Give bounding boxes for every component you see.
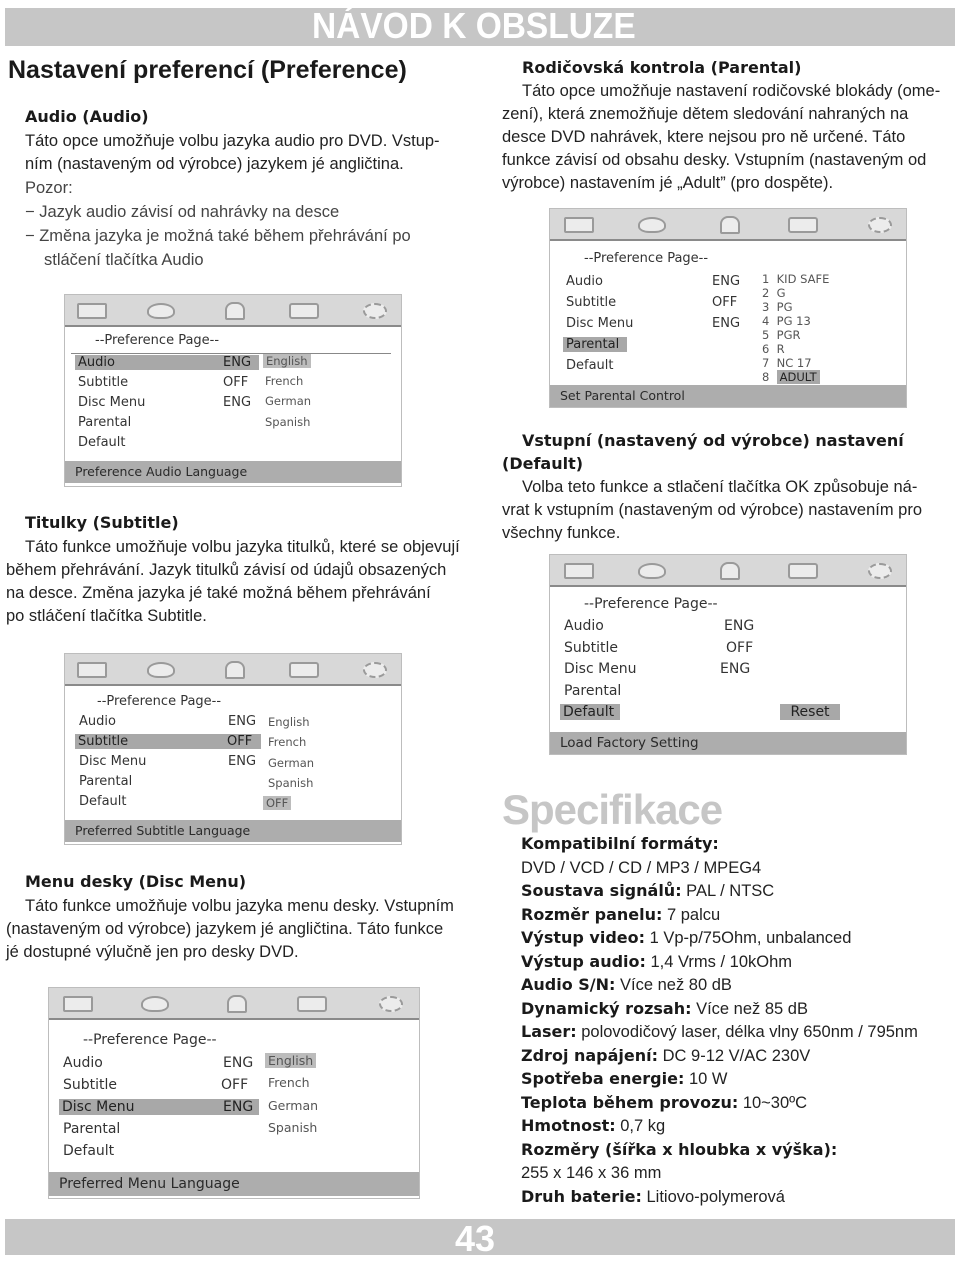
audio-text-4: − Jazyk audio závisí od nahrávky na desce xyxy=(25,203,340,221)
default-text-2: vrat k vstupním (nastaveným od výrobce) nastavením pro xyxy=(502,501,923,519)
audio-text-3: Pozor: xyxy=(25,179,73,197)
default-text-1: Volba teto funkce a stlačení tlačítka OK způsobuje ná- xyxy=(522,478,918,496)
menu-row-subtitle[interactable]: Subtitle OFF xyxy=(566,295,738,310)
subtitle-text-2: během přehrávání. Jazyk titulků závisí od údajů obsazených xyxy=(6,561,447,579)
menu-row-default[interactable]: Default xyxy=(79,794,127,809)
disc-menu-text-1: Táto funkce umožňuje volbu jazyka menu desky. Vstupním xyxy=(25,897,454,915)
menu-icon-bar xyxy=(49,988,419,1020)
general-setup-icon xyxy=(564,217,594,233)
parental-text-1: Táto opce umožňuje nastavení rodičovské blokády (ome- xyxy=(522,82,941,100)
option-english[interactable]: English xyxy=(268,715,310,729)
menu-row-subtitle[interactable]: Subtitle OFF xyxy=(564,640,754,656)
rating-g[interactable]: 2 G xyxy=(762,286,786,300)
menu-page-title: --Preference Page-- xyxy=(584,251,709,266)
menu-icon-bar xyxy=(65,654,401,686)
default-menu-screenshot xyxy=(549,554,907,755)
option-german[interactable]: German xyxy=(268,1098,319,1113)
spec-line: Dynamický rozsah: Více než 85 dB xyxy=(521,999,808,1018)
reset-button[interactable]: Reset xyxy=(780,704,840,720)
spec-line: Soustava signálů: PAL / NTSC xyxy=(521,881,775,900)
menu-row-parental[interactable]: Parental xyxy=(63,1121,121,1137)
menu-row-subtitle[interactable]: Subtitle OFF xyxy=(78,375,249,390)
lock-icon xyxy=(720,562,740,580)
menu-page-title: --Preference Page-- xyxy=(584,596,718,612)
parental-text-3: desce DVD nahrávek, ktere nejsou pro ně určené. Táto xyxy=(502,128,906,146)
general-setup-icon xyxy=(63,996,93,1012)
menu-row-subtitle[interactable]: Subtitle OFF xyxy=(75,734,261,749)
menu-row-disc-menu[interactable]: Disc Menu ENG xyxy=(59,1099,259,1115)
menu-row-parental[interactable]: Parental xyxy=(79,774,133,789)
exit-icon xyxy=(363,303,387,319)
option-off[interactable]: OFF xyxy=(263,796,291,810)
general-setup-icon xyxy=(77,303,107,319)
spec-line: Spotřeba energie: 10 W xyxy=(521,1069,728,1088)
video-setup-icon xyxy=(788,217,818,233)
default-heading-line2: (Default) xyxy=(502,454,584,473)
subtitle-menu-screenshot xyxy=(64,653,402,845)
menu-row-default[interactable]: Default xyxy=(63,1143,115,1159)
audio-setup-icon xyxy=(147,303,175,319)
spec-line: Druh baterie: Litiovo-polymerová xyxy=(521,1187,785,1206)
menu-page-title: --Preference Page-- xyxy=(97,694,222,709)
parental-text-5: výrobce) nastavením jé „Adult” (pro dospěte). xyxy=(502,174,834,192)
lock-icon xyxy=(225,302,245,320)
video-setup-icon xyxy=(297,996,327,1012)
subtitle-heading: Titulky (Subtitle) xyxy=(25,513,179,532)
option-french[interactable]: French xyxy=(268,735,307,749)
section-title: Nastavení preferencí (Preference) xyxy=(8,56,407,84)
exit-icon xyxy=(868,217,892,233)
audio-menu-screenshot xyxy=(64,294,402,487)
menu-row-audio[interactable]: Audio ENG xyxy=(564,618,755,634)
menu-row-audio[interactable]: Audio ENG xyxy=(75,355,259,370)
audio-setup-icon xyxy=(147,662,175,678)
rating-pgr[interactable]: 5 PGR xyxy=(762,328,801,342)
menu-row-default[interactable]: Default xyxy=(560,704,620,720)
spec-line: Výstup video: 1 Vp-p/75Ohm, unbalanced xyxy=(521,928,852,947)
menu-row-default[interactable]: Default xyxy=(566,358,614,373)
menu-row-subtitle[interactable]: Subtitle OFF xyxy=(63,1077,249,1093)
rating-pg13[interactable]: 4 PG 13 xyxy=(762,314,811,328)
menu-page-title: --Preference Page-- xyxy=(83,1032,217,1048)
menu-icon-bar xyxy=(550,209,906,241)
menu-footer: Set Parental Control xyxy=(550,385,906,407)
menu-row-audio[interactable]: Audio ENG xyxy=(79,714,257,729)
spec-line: Rozměry (šířka x hloubka x výška): xyxy=(521,1140,838,1159)
menu-row-audio[interactable]: Audio ENG xyxy=(63,1055,254,1071)
audio-text-2: ním (nastaveným od výrobce) jazykem jé angličtina. xyxy=(25,155,404,173)
subtitle-text-4: po stláčení tlačítka Subtitle. xyxy=(6,607,207,625)
audio-text-6: stláčení tlačítka Audio xyxy=(44,251,204,269)
disc-menu-screenshot xyxy=(48,987,420,1199)
audio-heading: Audio (Audio) xyxy=(25,107,149,126)
menu-row-audio[interactable]: Audio ENG xyxy=(566,274,741,289)
menu-page-title: --Preference Page-- xyxy=(95,333,220,348)
video-setup-icon xyxy=(788,563,818,579)
spec-line: Zdroj napájení: DC 9-12 V/AC 230V xyxy=(521,1046,811,1065)
spec-line: Hmotnost: 0,7 kg xyxy=(521,1116,666,1135)
disc-menu-text-3: jé dostupné výlučně jen pro desky DVD. xyxy=(6,943,299,961)
menu-row-parental[interactable]: Parental xyxy=(564,683,622,699)
menu-row-parental[interactable]: Parental xyxy=(563,337,627,352)
rating-adult[interactable]: 8 ADULT xyxy=(762,370,820,384)
spec-line: DVD / VCD / CD / MP3 / MPEG4 xyxy=(521,859,762,877)
lock-icon xyxy=(720,216,740,234)
menu-footer: Preference Audio Language xyxy=(65,461,401,483)
menu-footer: Preferred Menu Language xyxy=(49,1172,419,1196)
option-spanish[interactable]: Spanish xyxy=(268,776,314,790)
general-setup-icon xyxy=(564,563,594,579)
default-heading-line1: Vstupní (nastavený od výrobce) nastavení xyxy=(522,431,904,450)
option-french[interactable]: French xyxy=(265,374,304,388)
specs-title: Specifikace xyxy=(502,786,723,833)
audio-setup-icon xyxy=(638,563,666,579)
rating-pg[interactable]: 3 PG xyxy=(762,300,793,314)
exit-icon xyxy=(379,996,403,1012)
menu-row-disc-menu[interactable]: Disc Menu ENG xyxy=(79,754,257,769)
rating-kid-safe[interactable]: 1 KID SAFE xyxy=(762,272,830,286)
exit-icon xyxy=(868,563,892,579)
menu-footer: Preferred Subtitle Language xyxy=(65,820,401,842)
general-setup-icon xyxy=(77,662,107,678)
subtitle-text-3: na desce. Změna jazyka jé také možná během přehrávání xyxy=(6,584,431,602)
option-spanish[interactable]: Spanish xyxy=(268,1120,318,1135)
menu-footer: Load Factory Setting xyxy=(550,732,906,754)
option-german[interactable]: German xyxy=(268,756,315,770)
lock-icon xyxy=(225,661,245,679)
parental-text-4: funkce závisí od obsahu desky. Vstupním (nastaveným od xyxy=(502,151,927,169)
parental-menu-screenshot xyxy=(549,208,907,408)
video-setup-icon xyxy=(289,303,319,319)
spec-line: Audio S/N: Více než 80 dB xyxy=(521,975,732,994)
disc-menu-heading: Menu desky (Disc Menu) xyxy=(25,872,247,891)
parental-text-2: zení), která znemožňuje dětem sledování nahraných na xyxy=(502,105,909,123)
option-spanish[interactable]: Spanish xyxy=(265,415,311,429)
parental-heading: Rodičovská kontrola (Parental) xyxy=(522,58,802,77)
menu-row-default[interactable]: Default xyxy=(78,435,126,450)
spec-line: Rozměr panelu: 7 palcu xyxy=(521,905,721,924)
disc-menu-text-2: (nastaveným od výrobce) jazykem jé angličtina. Táto funkce xyxy=(6,920,444,938)
option-english[interactable]: English xyxy=(265,1053,316,1068)
subtitle-text-1: Táto funkce umožňuje volbu jazyka titulků, které se objevují xyxy=(25,538,460,556)
menu-icon-bar xyxy=(65,295,401,327)
spec-line: Teplota během provozu: 10~30ºC xyxy=(521,1093,808,1112)
menu-row-disc-menu[interactable]: Disc Menu ENG xyxy=(78,395,252,410)
option-french[interactable]: French xyxy=(268,1075,310,1090)
page-number: 43 xyxy=(455,1218,496,1259)
rating-nc17[interactable]: 7 NC 17 xyxy=(762,356,812,370)
video-setup-icon xyxy=(289,662,319,678)
lock-icon xyxy=(227,995,247,1013)
menu-row-disc-menu[interactable]: Disc Menu ENG xyxy=(564,661,751,677)
audio-text-5: − Změna jazyka je možná také během přehrávání po xyxy=(25,227,411,245)
spec-line: Laser: polovodičový laser, délka vlny 650nm / 795nm xyxy=(521,1022,918,1041)
spec-line: 255 x 146 x 36 mm xyxy=(521,1164,662,1182)
menu-icon-bar xyxy=(550,555,906,587)
audio-setup-icon xyxy=(141,996,169,1012)
option-english[interactable]: English xyxy=(263,354,311,368)
rating-r[interactable]: 6 R xyxy=(762,342,785,356)
spec-line: Výstup audio: 1,4 Vrms / 10kOhm xyxy=(521,952,793,971)
option-german[interactable]: German xyxy=(265,394,312,408)
audio-text-1: Táto opce umožňuje volbu jazyka audio pro DVD. Vstup- xyxy=(25,132,440,150)
spec-line: Kompatibilní formáty: xyxy=(521,834,719,853)
manual-title: NÁVOD K OBSLUZE xyxy=(312,5,636,46)
default-text-3: všechny funkce. xyxy=(502,524,621,542)
menu-row-disc-menu[interactable]: Disc Menu ENG xyxy=(566,316,741,331)
menu-row-parental[interactable]: Parental xyxy=(78,415,132,430)
audio-setup-icon xyxy=(638,217,666,233)
exit-icon xyxy=(363,662,387,678)
